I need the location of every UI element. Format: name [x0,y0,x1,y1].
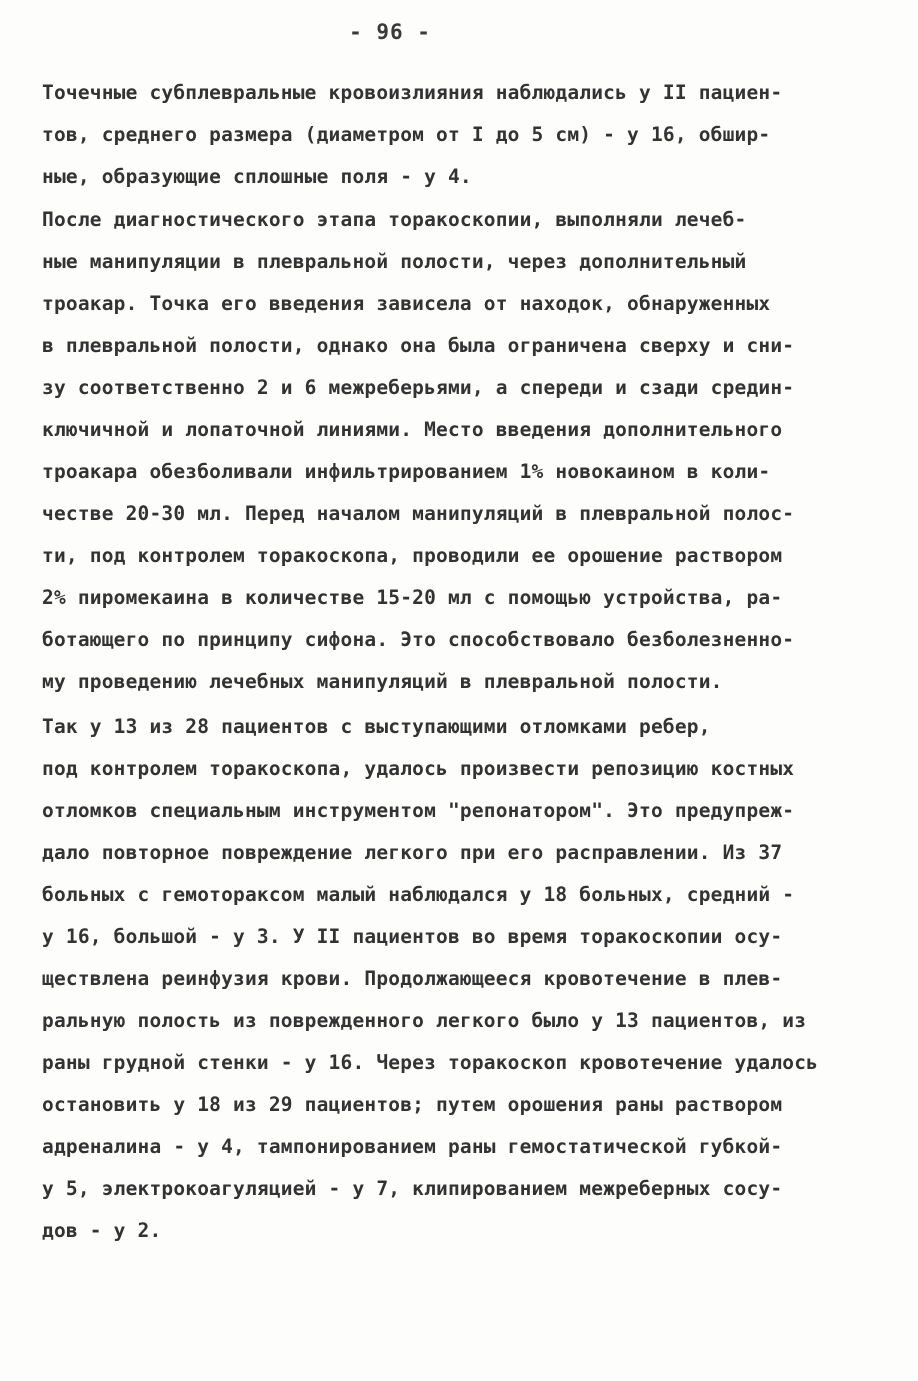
text-line: адреналина - у 4, тампонированием раны гемостатической губкой- [42,1135,783,1158]
text-line: ные манипуляции в плевральной полости, через дополнительный [42,250,747,273]
text-line: зу соответственно 2 и 6 межреберьями, а спереди и сзади средин- [42,376,795,399]
text-line: у 5, электрокоагуляцией - у 7, клипированием межреберных сосу- [42,1177,783,1200]
text-line: отломков специальным инструментом "репонатором". Это предупреж- [42,799,795,822]
text-line: 2% пиромекаина в количестве 15-20 мл с помощью устройства, ра- [42,586,783,609]
text-line: му проведению лечебных манипуляций в плевральной полости. [42,670,723,693]
text-line: раны грудной стенки - у 16. Через торакоскоп кровотечение удалось [42,1051,819,1074]
text-line: честве 20-30 мл. Перед началом манипуляций в плевральной полос- [42,502,795,525]
text-line: в плевральной полости, однако она была ограничена сверху и сни- [42,334,795,357]
text-line: дов - у 2. [42,1219,162,1242]
text-line: ральную полость из поврежденного легкого было у 13 пациентов, из [42,1009,807,1032]
text-line: После диагностического этапа торакоскопии, выполняли лечеб- [42,208,747,231]
text-line: ключичной и лопаточной линиями. Место введения дополнительного [42,418,783,441]
text-line: ные, образующие сплошные поля - у 4. [42,165,472,188]
paragraph-2 [42,199,872,703]
text-line: Точечные субплевральные кровоизлияния наблюдались у II пациен- [42,81,783,104]
text-line: остановить у 18 из 29 пациентов; путем орошения раны раствором [42,1093,783,1116]
text-line: тов, среднего размера (диаметром от I до 5 см) - у 16, обшир- [42,123,771,146]
text-line: ботающего по принципу сифона. Это способствовало безболезненно- [42,628,795,651]
text-line: ществлена реинфузия крови. Продолжающееся кровотечение в плев- [42,967,783,990]
page-number: - 96 - [349,20,431,44]
paragraph-1 [42,72,872,198]
text-line: дало повторное повреждение легкого при его расправлении. Из 37 [42,841,783,864]
text-line: под контролем торакоскопа, удалось произвести репозицию костных [42,757,795,780]
paragraph-3 [42,706,872,1252]
text-line: ти, под контролем торакоскопа, проводили ее орошение раствором [42,544,783,567]
text-line: у 16, большой - у 3. У II пациентов во время торакоскопии осу- [42,925,783,948]
text-line: троакара обезболивали инфильтрированием 1% новокаином в коли- [42,460,771,483]
text-line: больных с гемотораксом малый наблюдался у 18 больных, средний - [42,883,795,906]
text-line: троакар. Точка его введения зависела от находок, обнаруженных [42,292,771,315]
text-line: Так у 13 из 28 пациентов с выступающими отломками ребер, [42,715,711,738]
